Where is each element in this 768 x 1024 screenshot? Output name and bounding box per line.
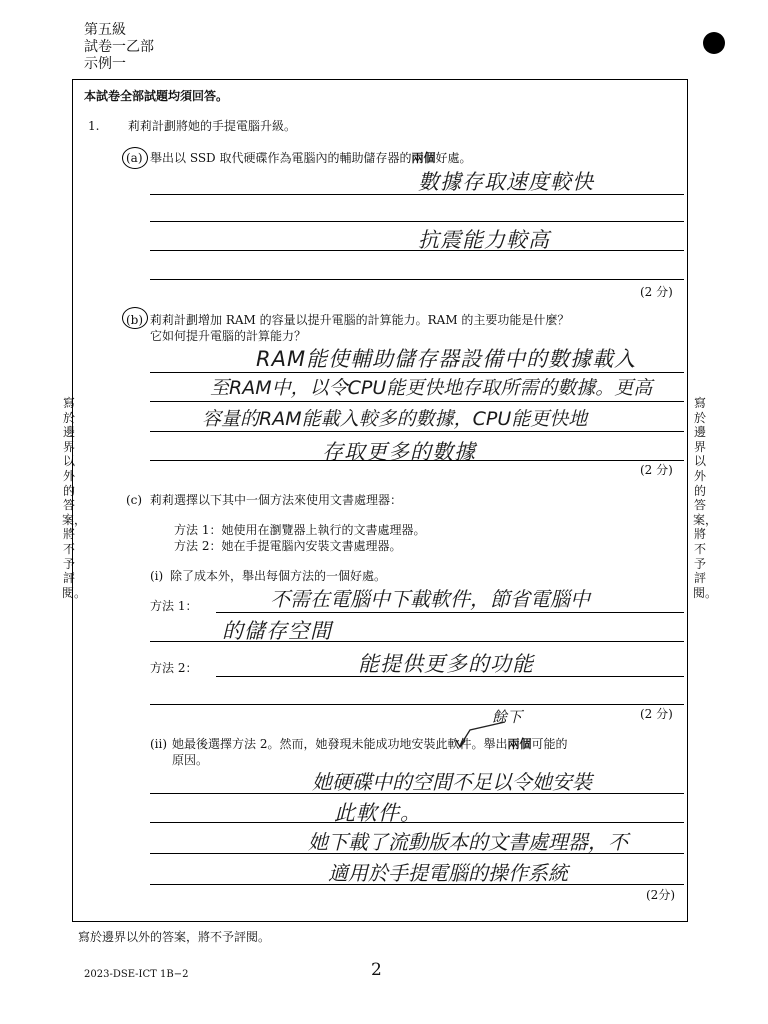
part-a-question: 舉出以 SSD 取代硬碟作為電腦內的輔助儲存器的兩個好處。 [150, 151, 472, 165]
question-number: 1. [88, 119, 100, 133]
answer-line [150, 250, 684, 251]
part-c-stem: 莉莉選擇以下其中一個方法來使用文書處理器： [150, 493, 403, 507]
part-cii-question-1: 她最後選擇方法 2。然而，她發現未能成功地安裝此軟件。舉出兩個可能的 [172, 737, 568, 751]
part-b-question-1: 莉莉計劃增加 RAM 的容量以提升電腦的計算能力。RAM 的主要功能是什麼？ [150, 313, 570, 327]
marks-a: (2 分) [640, 285, 673, 299]
part-ci-label: (i) [150, 569, 164, 583]
handwritten-insertion: 餘下 [492, 708, 523, 726]
method-2-desc: 方法 2：她在手提電腦內安裝文書處理器。 [174, 539, 402, 553]
answer-b-line-2: 至RAM中，以令CPU能更快地存取所需的數據。更高 [210, 377, 653, 399]
part-b-label: (b) [126, 313, 144, 327]
footer-note: 寫於邊界以外的答案，將不予評閱。 [78, 930, 271, 944]
page-number: 2 [371, 960, 382, 980]
answer-cii-line-4: 適用於手提電腦的操作系統 [328, 861, 568, 885]
answer-line [150, 884, 684, 885]
header-paper: 試卷一乙部 [84, 39, 154, 55]
side-note-right: 寫於邊界以外的答案，將不予評閱。 [693, 396, 718, 600]
part-ci-question: 除了成本外，舉出每個方法的一個好處。 [170, 569, 387, 583]
marks-ci: (2 分) [640, 707, 673, 721]
answer-line [150, 460, 684, 461]
answer-a-line-2: 抗震能力較高 [418, 228, 550, 252]
method-1-desc: 方法 1：她使用在瀏覽器上執行的文書處理器。 [174, 523, 426, 537]
answer-b-line-3: 容量的RAM能載入較多的數據，CPU能更快地 [202, 408, 588, 430]
part-b-question-2: 它如何提升電腦的計算能力？ [150, 329, 307, 343]
instruction: 本試卷全部試題均須回答。 [84, 89, 229, 103]
answer-b-line-4: 存取更多的數據 [322, 440, 476, 464]
answer-line [150, 194, 684, 195]
answer-line [150, 431, 684, 432]
answer-line [150, 704, 684, 705]
answer-ci-m1-line-1: 不需在電腦中下載軟件，節省電腦中 [270, 587, 590, 611]
paper-header [84, 22, 154, 73]
answer-line [150, 822, 684, 823]
answer-line [150, 853, 684, 854]
answer-line [150, 641, 684, 642]
answer-line [150, 793, 684, 794]
answer-b-line-1: RAM能使輔助儲存器設備中的數據載入 [256, 347, 637, 371]
answer-cii-line-2: 此軟件。 [334, 801, 422, 825]
answer-ci-m2: 能提供更多的功能 [358, 652, 534, 676]
answer-cii-line-3: 她下載了流動版本的文書處理器，不 [308, 830, 628, 854]
part-cii-question-2: 原因。 [172, 753, 209, 767]
part-cii-label: (ii) [150, 737, 168, 751]
header-sample: 示例一 [84, 56, 126, 72]
marks-b: (2 分) [640, 463, 673, 477]
paper-code: 2023-DSE-ICT 1B−2 [84, 969, 189, 980]
registration-dot [703, 32, 725, 54]
answer-line [216, 612, 684, 613]
answer-ci-m1-line-2: 的儲存空間 [222, 619, 332, 643]
answer-line [216, 676, 684, 677]
part-c-label: (c) [126, 493, 143, 507]
header-level: 第五級 [84, 22, 126, 38]
method-2-label: 方法 2： [150, 661, 198, 675]
method-1-label: 方法 1： [150, 599, 198, 613]
answer-a-line-1: 數據存取速度較快 [418, 170, 594, 194]
answer-line [150, 401, 684, 402]
part-a-label: (a) [126, 151, 143, 165]
question-stem: 莉莉計劃將她的手提電腦升級。 [128, 119, 297, 133]
marks-cii: (2分) [646, 888, 675, 902]
side-note-left: 寫於邊界以外的答案，將不予評閱。 [62, 396, 87, 600]
answer-cii-line-1: 她硬碟中的空間不足以令她安裝 [312, 770, 592, 794]
answer-line [150, 221, 684, 222]
answer-line [150, 279, 684, 280]
